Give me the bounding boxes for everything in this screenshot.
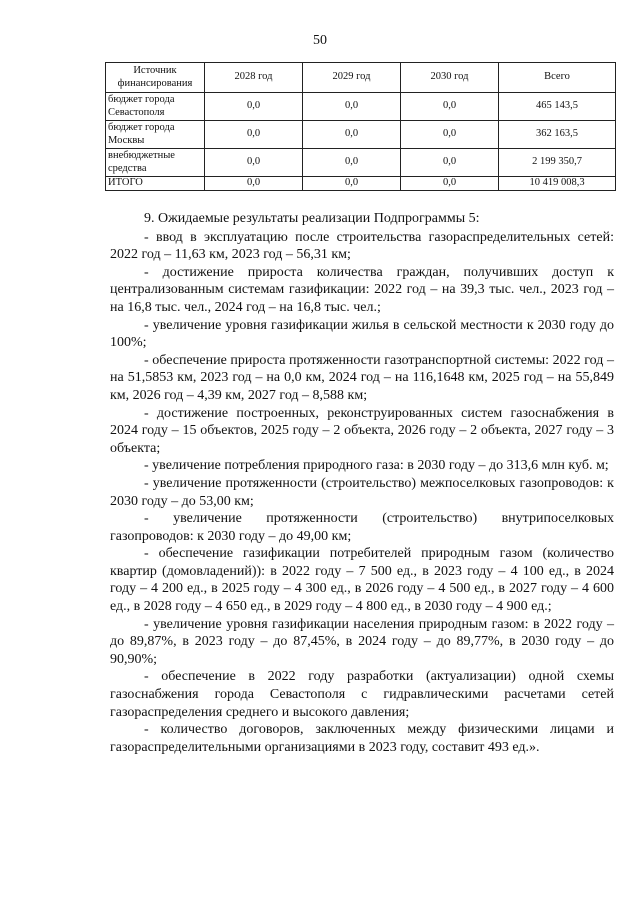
cell-total: 465 143,5 <box>499 93 616 121</box>
cell-value: 0,0 <box>401 93 499 121</box>
header-source: Источник финансирования <box>106 63 205 93</box>
table-row <box>106 93 616 121</box>
result-item: - увеличение уровня газификации жилья в сельской местности к 2030 году до 100%; <box>110 317 614 351</box>
table-total-row <box>106 177 616 191</box>
cell-value: 0,0 <box>205 177 303 191</box>
cell-total: 362 163,5 <box>499 121 616 149</box>
result-item: - увеличение протяженности (строительство) внутрипоселковых газопроводов: к 2030 году – до 49,00 км; <box>110 511 614 544</box>
result-item: - обеспечение газификации потребителей природным газом (количество квартир (домовладений)): в 2022 году – 7 500 ед., в 2023 году – 4 100 ед., в 2024 году – 4 200 ед., в 2025 году – 4 300 ед., в 2026 году – 4 500 ед., в 2027 году – 4 600 ед., в 2028 году – 4 650 ед., в 2029 году – 4 800 ед., в 2030 году – 4 900 ед.; <box>110 546 614 615</box>
result-item: - количество договоров, заключенных между физическими лицами и газораспределительными организациями в 2023 году, составит 493 ед.». <box>110 722 614 755</box>
table-row <box>106 121 616 149</box>
cell-value: 0,0 <box>205 93 303 121</box>
table-header-row <box>106 63 616 93</box>
cell-value: 0,0 <box>303 149 401 177</box>
cell-value: 0,0 <box>205 149 303 177</box>
cell-value: 0,0 <box>205 121 303 149</box>
result-item: - обеспечение в 2022 году разработки (актуализации) одной схемы газоснабжения города Севастополя с гидравлическими расчетами сетей газораспределения среднего и высокого давления; <box>110 669 614 720</box>
table-row <box>106 149 616 177</box>
header-2030: 2030 год <box>401 63 499 93</box>
header-total: Всего <box>499 63 616 93</box>
cell-source: бюджет города Москвы <box>106 121 205 149</box>
cell-total: 10 419 008,3 <box>499 177 616 191</box>
result-item: - ввод в эксплуатацию после строительства газораспределительных сетей: 2022 год – 11,63 км, 2023 год – 56,31 км; <box>110 229 614 263</box>
cell-source: внебюджетные средства <box>106 149 205 177</box>
cell-value: 0,0 <box>303 121 401 149</box>
cell-value: 0,0 <box>401 149 499 177</box>
financing-table <box>105 62 616 191</box>
result-item: - обеспечение прироста протяженности газотранспортной системы: 2022 год – на 51,5853 км, 2023 год – на 0,0 км, 2024 год – на 116,1648 км, 2025 год – на 55,849 км, 2026 год – 4,39 км, 2027 год – 8,588 км; <box>110 352 614 403</box>
cell-value: 0,0 <box>401 121 499 149</box>
cell-source: бюджет города Севастополя <box>106 93 205 121</box>
header-2028: 2028 год <box>205 63 303 93</box>
expected-results-section <box>110 210 614 756</box>
page-number: 50 <box>313 33 327 48</box>
result-item: - увеличение уровня газификации населения природным газом: в 2022 году – до 89,87%, в 2023 году – до 87,45%, в 2024 году – до 89,77%, в 2030 году – до 90,90%; <box>110 616 614 667</box>
cell-value: 0,0 <box>303 93 401 121</box>
header-2029: 2029 год <box>303 63 401 93</box>
cell-source: ИТОГО <box>106 177 205 191</box>
result-item: - достижение прироста количества граждан, получивших доступ к централизованным системам газификации: 2022 год – на 39,3 тыс. чел., 2023 год – на 16,8 тыс. чел., 2024 год – на 16,8 тыс. чел.; <box>110 264 614 315</box>
cell-total: 2 199 350,7 <box>499 149 616 177</box>
cell-value: 0,0 <box>303 177 401 191</box>
result-item: - увеличение протяженности (строительство) межпоселковых газопроводов: к 2030 году – до 53,00 км; <box>110 475 614 509</box>
section-heading: 9. Ожидаемые результаты реализации Подпрограммы 5: <box>144 211 480 226</box>
cell-value: 0,0 <box>401 177 499 191</box>
result-item: - достижение построенных, реконструированных систем газоснабжения в 2024 году – 15 объектов, 2025 году – 2 объекта, 2026 году – 2 объекта, 2027 году – 3 объекта; <box>110 405 614 456</box>
result-item: - увеличение потребления природного газа: в 2030 году – до 313,6 млн куб. м; <box>144 458 609 474</box>
